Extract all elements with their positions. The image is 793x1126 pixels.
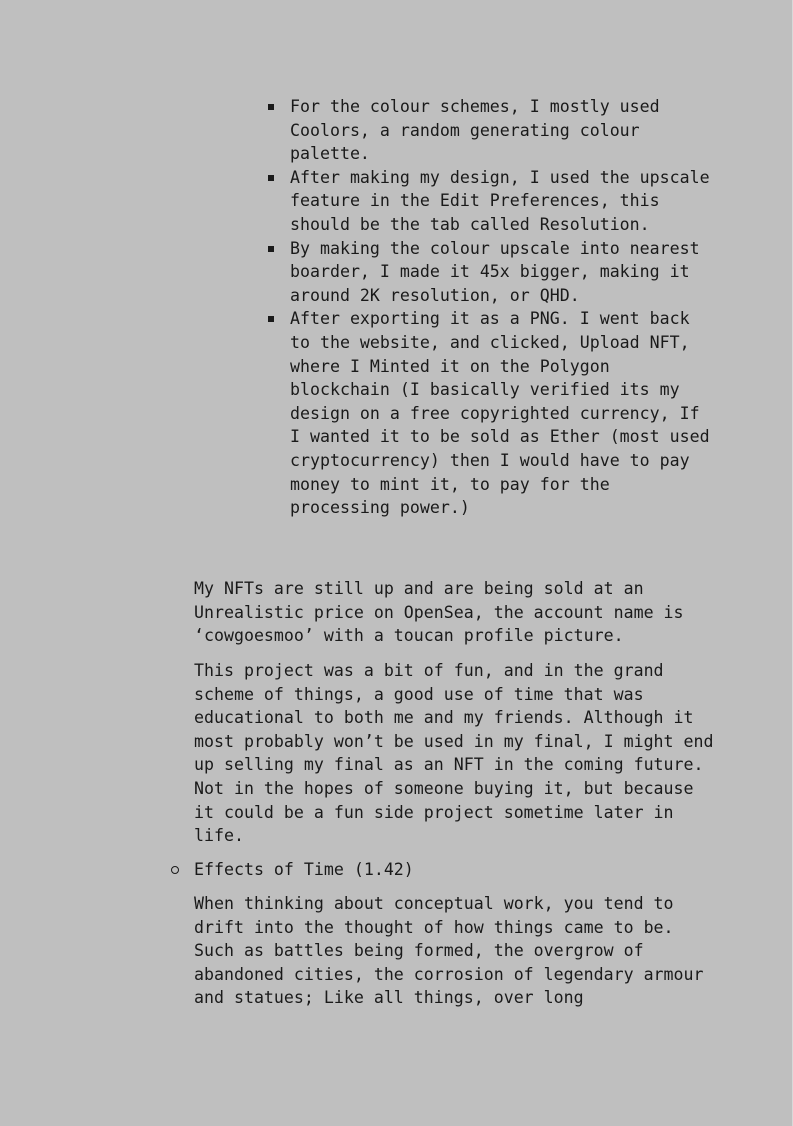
bullet-text: After making my design, I used the upscale feature in the Edit Preferences, this should be the tab called Resolution. (290, 167, 710, 234)
bullet-text: By making the colour upscale into nearest boarder, I made it 45x bigger, making it around 2K resolution, or QHD. (290, 238, 700, 305)
bullet-list (290, 95, 710, 520)
paragraph-effects-of-time: When thinking about conceptual work, you tend to drift into the thought of how things came to be. Such as battles being formed, the overgrow of abandoned cities, the corrosion of legendary armour and statues; Like all things, over long (194, 894, 704, 1008)
square-bullet-icon (268, 246, 274, 252)
circle-bullet-icon (171, 866, 179, 874)
bullet-text: For the colour schemes, I mostly used Coolors, a random generating colour palette. (290, 97, 660, 164)
paragraph-project-reflection: This project was a bit of fun, and in the grand scheme of things, a good use of time that was educational to both me and my friends. Although it most probably won’t be used in my final, I might end up selling my final as an NFT in the coming future. Not in the hopes of someone buying it, but because it could be a fun side project sometime later in life. (194, 661, 714, 846)
square-bullet-icon (268, 175, 274, 181)
bullet-text: After exporting it as a PNG. I went back to the website, and clicked, Upload NFT, where I Minted it on the Polygon blockchain (I basically verified its my design on a free copyrighted currency, If I wanted it to be sold as Ether (most used cryptocurrency) then I would have to pay money to mint it, to pay for the processing power.) (290, 309, 710, 518)
bullet-item (290, 95, 710, 166)
bullet-item (290, 237, 710, 308)
bullet-item (290, 166, 710, 237)
section-heading-item (194, 858, 714, 882)
section-heading: Effects of Time (1.42) (194, 860, 414, 879)
square-bullet-icon (268, 104, 274, 110)
paragraph-nft-status: My NFTs are still up and are being sold at an Unrealistic price on OpenSea, the account name is ‘cowgoesmoo’ with a toucan profile picture. (194, 579, 684, 646)
bullet-item (290, 307, 710, 519)
square-bullet-icon (268, 316, 274, 322)
